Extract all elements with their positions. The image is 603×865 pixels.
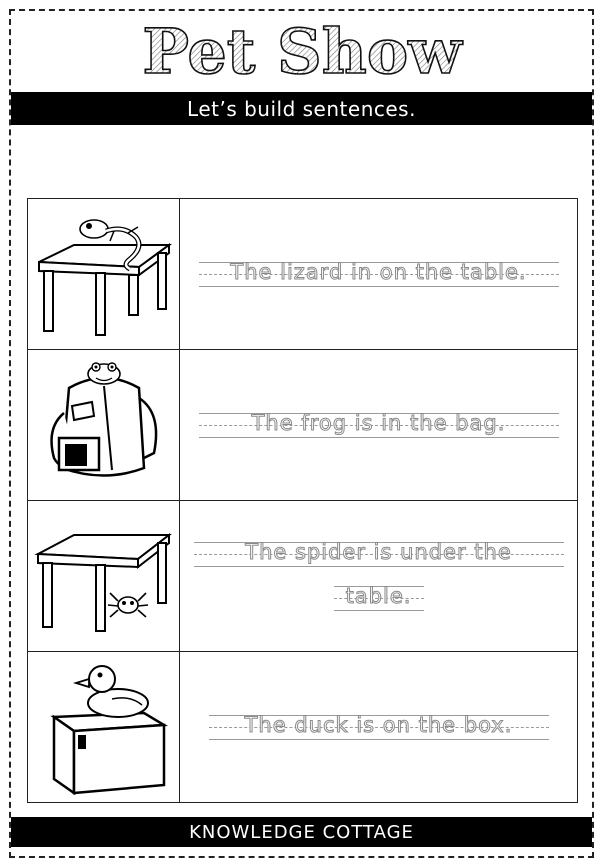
picture-cell — [28, 199, 180, 350]
tracing-cell — [180, 350, 578, 501]
table-row — [28, 652, 578, 803]
sentence-text: The duck is on the box. — [244, 713, 513, 737]
table-row — [28, 199, 578, 350]
table-row — [28, 350, 578, 501]
sentence-text: The frog is in the bag. — [251, 411, 506, 435]
footer-text: KNOWLEDGE COTTAGE — [189, 821, 414, 843]
footer-banner — [11, 817, 592, 847]
sentence-table — [27, 198, 578, 803]
tracing-line — [199, 407, 559, 443]
svg-text:Pet Show: Pet Show — [141, 15, 462, 88]
sentence-text-line1: The spider is under the — [245, 540, 512, 564]
tracing-line — [199, 256, 559, 292]
tracing-cell — [180, 199, 578, 350]
page-title — [0, 16, 603, 88]
tracing-line — [194, 536, 564, 572]
duck-on-box-icon — [34, 655, 174, 795]
picture-cell — [28, 501, 180, 652]
lizard-on-table-icon — [34, 207, 174, 337]
tracing-cell — [180, 652, 578, 803]
subtitle-banner — [11, 92, 592, 125]
sentence-text-line2: table. — [345, 584, 412, 608]
tracing-cell — [180, 501, 578, 652]
tracing-line — [334, 580, 424, 616]
table-row — [28, 501, 578, 652]
sentence-text: The lizard in on the table. — [230, 260, 527, 284]
frog-in-bag-icon — [34, 358, 174, 488]
picture-cell — [28, 350, 180, 501]
subtitle-text: Let’s build sentences. — [187, 96, 416, 121]
picture-cell — [28, 652, 180, 803]
tracing-line — [209, 709, 549, 745]
spider-under-table-icon — [34, 509, 174, 639]
